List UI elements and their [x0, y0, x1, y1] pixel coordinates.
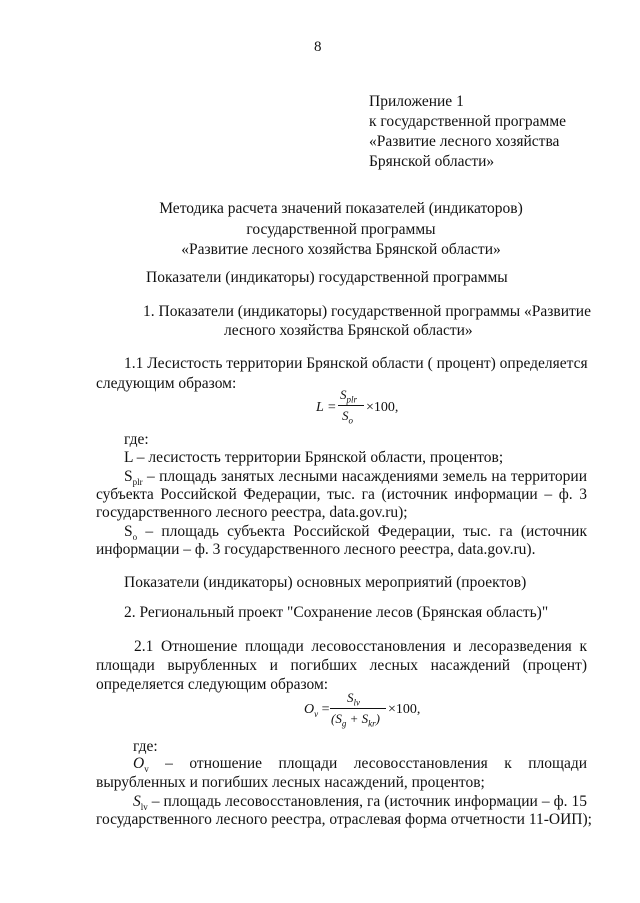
appendix-line: Приложение 1: [369, 93, 464, 110]
title-line: Методика расчета значений показателей (индикаторов): [159, 200, 523, 217]
definition-line: L – лесистость территории Брянской области, процентов;: [124, 449, 504, 466]
definition-line: $O_v$ – отношение площади лесовосстановления к площади: [133, 755, 588, 775]
definition-line: информации – ф. 3 государственного лесного реестра, data.gov.ru).: [96, 541, 536, 558]
paragraph-line: определяется следующим образом:: [96, 676, 329, 693]
formula-denominator: $(S_g + S_{kr})$: [331, 711, 380, 729]
definition-line: государственного лесного реестра, data.gov.ru);: [96, 504, 408, 521]
paragraph-line: площади вырубленных и погибших лесных насаждений (процент): [96, 657, 587, 674]
definition-line: $S_{lv}$ – площадь лесовосстановления, га (источник информации – ф. 15: [133, 793, 587, 813]
formula-lhs: L =: [316, 400, 337, 415]
formula-lhs: $O_v$ =: [304, 702, 330, 719]
section-heading: 1. Показатели (индикаторы) государственной программы «Развитие: [143, 303, 591, 320]
definition-line: $S_o$ – площадь субъекта Российской Федерации, тыс. га (источник: [124, 523, 587, 543]
appendix-line: к государственной программе: [369, 113, 567, 130]
definition-line: субъекта Российской Федерации, тыс. га (источник информации – ф. 3: [96, 486, 587, 503]
project-heading: 2. Региональный проект "Сохранение лесов (Брянская область)": [124, 604, 549, 621]
definition-line: вырубленных и погибших лесных насаждений, процентов;: [96, 774, 485, 791]
formula-numerator: $S_{plr}$: [340, 387, 358, 405]
appendix-line: «Развитие лесного хозяйства: [369, 133, 560, 150]
formula-tail: ×100,: [388, 702, 421, 717]
where-label: где:: [124, 431, 149, 448]
fraction-bar: [338, 405, 364, 406]
activities-heading: Показатели (индикаторы) основных мероприятий (проектов): [124, 574, 527, 591]
subtitle: Показатели (индикаторы) государственной программы: [146, 269, 508, 286]
definition-line: государственного лесного реестра, отраслевая форма отчетности 11-ОИП);: [96, 811, 592, 828]
title-line: «Развитие лесного хозяйства Брянской области»: [181, 241, 501, 258]
definition-line: $S_{plr}$ – площадь занятых лесными насаждениями земель на территории: [124, 468, 587, 488]
formula-denominator: $S_o$: [342, 408, 353, 426]
paragraph-line: 1.1 Лесистость территории Брянской области ( процент) определяется: [124, 355, 588, 372]
appendix-line: Брянской области»: [369, 153, 495, 170]
paragraph-line: 2.1 Отношение площади лесовосстановления и лесоразведения к: [134, 638, 587, 655]
formula-numerator: $S_{lv}$: [347, 690, 360, 708]
title-line: государственной программы: [246, 221, 436, 238]
page-number: 8: [314, 39, 322, 55]
paragraph-line: следующим образом:: [96, 375, 237, 392]
where-label: где:: [133, 738, 158, 755]
fraction-bar: [330, 708, 386, 709]
formula-tail: ×100,: [366, 400, 399, 415]
section-heading: лесного хозяйства Брянской области»: [224, 322, 473, 339]
